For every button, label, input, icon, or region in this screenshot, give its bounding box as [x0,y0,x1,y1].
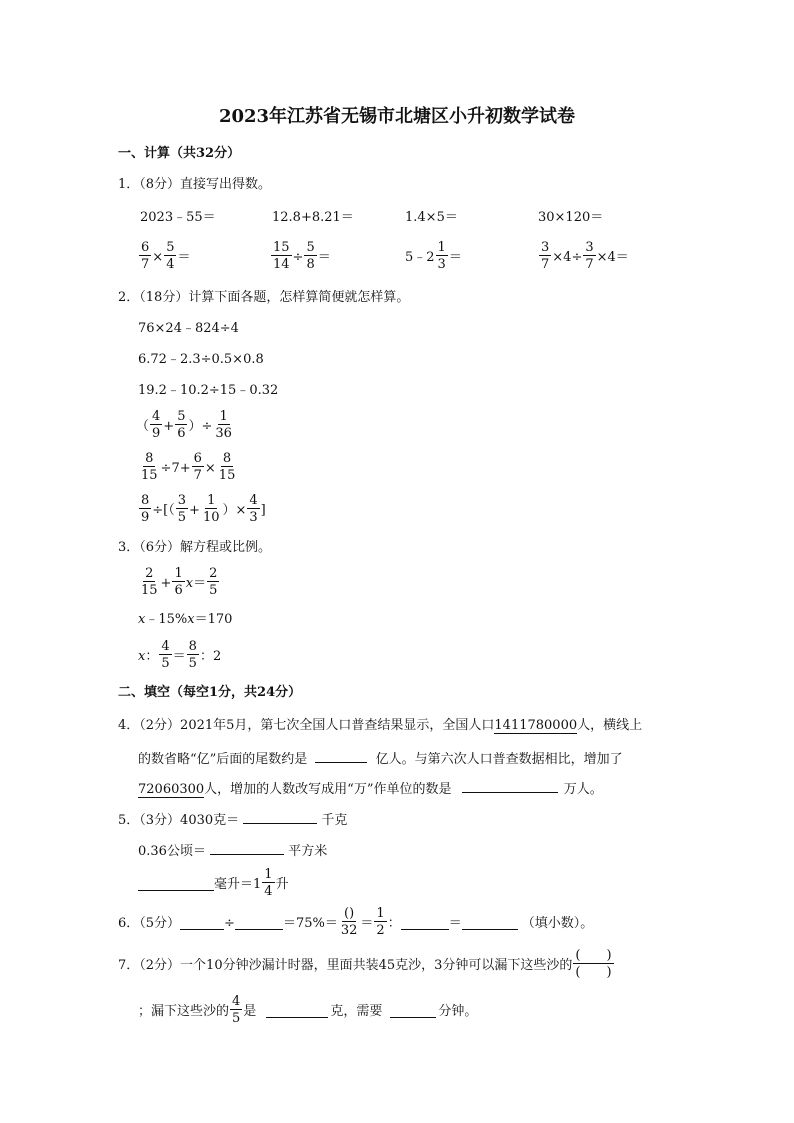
fraction: $\frac{2}{5}$ [209,566,218,598]
answer-blank[interactable] [462,917,518,930]
question-4-line-1: 4．（2分）2021年5月，第七次全国人口普查结果显示，全国人口1411780000人，横线上 [118,718,643,733]
q1-item-1: 2023﹣55＝ [140,210,216,225]
fraction: $\frac{8}{15}$ [141,451,158,483]
q1-item-5: $\frac{6}{7}$ × $\frac{5}{4}$ ＝ [141,240,191,272]
fraction: $\frac{4}{9}$ [152,409,161,441]
fraction: $\frac{8}{15}$ [218,451,236,483]
answer-blank[interactable] [315,750,367,763]
fraction: $\frac{1}{2}$ [376,906,385,938]
answer-blank[interactable] [390,1005,436,1018]
fraction: $\frac{6}{7}$ [141,240,150,272]
fraction: $\frac{5}{4}$ [166,240,175,272]
question-7-line-1: 7．（2分）一个10分钟沙漏计时器，里面共装45克沙，3分钟可以漏下这些沙的 $\frac{( )}{( )}$ [118,948,612,980]
fraction: $\frac{3}{5}$ [177,493,187,525]
fraction: $\frac{3}{7}$ [541,240,550,272]
fraction: $\frac{4}{5}$ [232,994,241,1026]
question-2-stem: 2．（18分）计算下面各题，怎样算简便就怎样算。 [118,290,410,305]
q2-expression-5: $\frac{8}{15}$ ÷7+ $\frac{6}{7}$ × $\frac{8}{15}$ [141,451,236,483]
fraction: $\frac{2}{15}$ [141,566,158,598]
fraction: $\frac{1}{10}$ [202,493,220,525]
fraction: $\frac{5}{6}$ [177,409,186,441]
q2-expression-4: （ $\frac{4}{9}$ + $\frac{5}{6}$ ）÷ $\frac{1}{36}$ [136,409,232,441]
answer-blank[interactable] [235,917,283,930]
fraction: $\frac{8}{9}$ [141,493,150,525]
q1-item-7: 5﹣2 $\frac{1}{3}$ ＝ [405,240,462,272]
answer-blank[interactable] [401,917,449,930]
q2-expression-2: 6.72﹣2.3÷0.5×0.8 [138,352,264,367]
question-3-stem: 3．（6分）解方程或比例。 [118,540,272,555]
question-7-line-2: ；漏下这些沙的 $\frac{4}{5}$ 是 克，需要 分钟。 [138,994,478,1026]
answer-blank[interactable] [266,1005,328,1018]
section-heading-calculation: 一、计算（共32分） [118,146,241,161]
question-6: 6．（5分） ÷ ＝75%＝ $\frac{()}{32}$ ＝ $\frac{1}{2}$ ： ＝ （填小数）。 [118,906,594,938]
question-1-stem: 1．（8分）直接写出得数。 [118,177,272,192]
q1-item-8: $\frac{3}{7}$ ×4÷ $\frac{3}{7}$ ×4＝ [541,240,629,272]
fraction: $\frac{4}{3}$ [249,493,258,525]
fraction: $\frac{5}{8}$ [306,240,315,272]
fraction: $\frac{()}{32}$ [340,906,358,938]
answer-blank[interactable] [138,878,214,891]
q3-equation-1: $\frac{2}{15}$ + $\frac{1}{6}$ x ＝ $\frac{2}{5}$ [141,566,218,598]
q3-equation-2: x﹣15%x＝170 [138,612,233,627]
fraction: $\frac{1}{36}$ [215,409,232,441]
fraction: $\frac{6}{7}$ [193,451,202,483]
q2-expression-6: $\frac{8}{9}$ ÷[（ $\frac{3}{5}$ + $\frac{1}{10}$ ）× $\frac{4}{3}$ ] [141,493,266,525]
q1-item-3: 1.4×5＝ [405,210,458,225]
q2-expression-1: 76×24﹣824÷4 [138,321,239,336]
fraction: $\frac{( )}{( )}$ [575,948,612,980]
fraction: $\frac{1}{6}$ [174,566,183,598]
fraction: $\frac{4}{5}$ [161,639,170,671]
answer-blank[interactable] [243,811,317,824]
answer-blank[interactable] [210,842,284,855]
section-heading-fill-blank: 二、填空（每空1分，共24分） [118,685,302,700]
question-5-line-3: 毫升＝ 1 $\frac{1}{4}$ 升 [138,869,289,899]
fraction: $\frac{8}{5}$ [188,639,197,671]
question-5-line-2: 0.36公顷＝ 平方米 [138,844,328,859]
q1-item-4: 30×120＝ [538,210,604,225]
fraction: $\frac{1}{4}$ [264,867,273,899]
fraction: $\frac{15}{14}$ [273,240,290,272]
question-4-line-2: 的数省略“亿”后面的尾数约是 亿人。与第六次人口普查数据相比，增加了 [138,752,623,767]
page-title: 2023年江苏省无锡市北塘区小升初数学试卷 [218,106,576,127]
answer-blank[interactable] [462,780,558,793]
q1-item-6: $\frac{15}{14}$ ÷ $\frac{5}{8}$ ＝ [273,240,331,272]
q3-equation-3: x ： $\frac{4}{5}$ ＝ $\frac{8}{5}$ ：2 [138,639,222,671]
fraction: $\frac{3}{7}$ [585,240,594,272]
question-4-line-3: 72060300人，增加的人数改写成用“万”作单位的数是 万人。 [138,782,603,797]
fraction: $\frac{1}{3}$ [437,240,446,272]
q2-expression-3: 19.2﹣10.2÷15﹣0.32 [138,383,279,398]
answer-blank[interactable] [180,917,224,930]
q1-item-2: 12.8+8.21＝ [272,210,354,225]
question-5-line-1: 5．（3分）4030克＝ 千克 [118,813,348,828]
